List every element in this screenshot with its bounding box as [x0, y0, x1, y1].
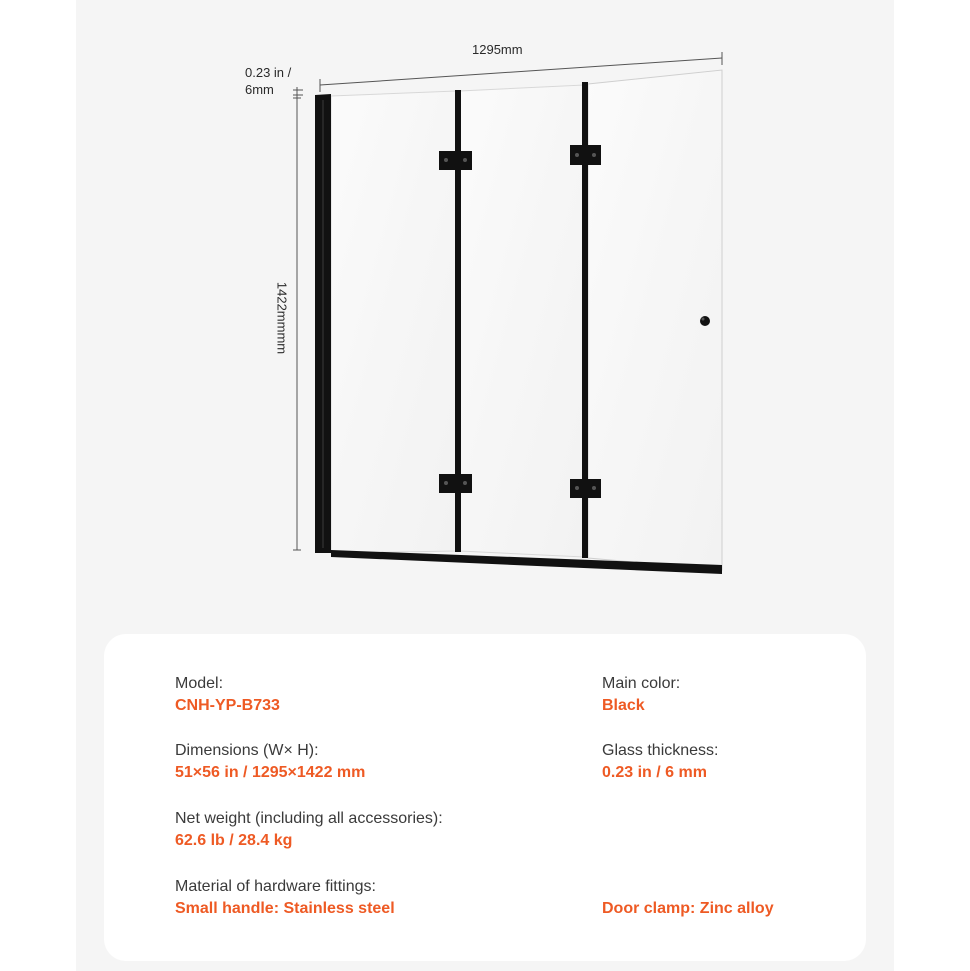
spec-door-clamp-value: Door clamp: Zinc alloy: [602, 900, 774, 917]
spec-dimensions: [175, 741, 365, 783]
hinge-top-2: [570, 145, 601, 165]
spec-glass-thickness: [602, 741, 718, 783]
thickness-dimension-label-line2: 6mm: [245, 82, 274, 97]
handle-knob: [700, 316, 710, 326]
spec-glass-thickness-value: 0.23 in / 6 mm: [602, 764, 707, 781]
thickness-dimension-label-line1: 0.23 in /: [245, 65, 292, 80]
hinge-top-1: [439, 151, 472, 170]
wall-profile: [315, 94, 331, 553]
spec-net-weight: [175, 809, 443, 851]
hinge-bottom-1: [439, 474, 472, 493]
spec-card: [104, 634, 866, 961]
height-dimension-label: 1422mmmm: [274, 281, 290, 355]
spec-glass-thickness-label: Glass thickness:: [602, 742, 719, 759]
spec-material-value: Small handle: Stainless steel: [175, 900, 395, 917]
spec-dimensions-label: Dimensions (W× H):: [175, 742, 319, 759]
spec-door-clamp: [602, 899, 774, 919]
glass-panel-1: [331, 91, 456, 553]
spec-material: [175, 877, 395, 919]
spec-net-weight-label: Net weight (including all accessories):: [175, 810, 443, 827]
spec-model: [175, 674, 280, 716]
spec-main-color: [602, 674, 680, 716]
spec-net-weight-value: 62.6 lb / 28.4 kg: [175, 832, 293, 849]
spec-model-value: CNH-YP-B733: [175, 697, 280, 714]
glass-panels: [331, 70, 722, 570]
spec-model-label: Model:: [175, 675, 224, 692]
height-dimension-line: [293, 98, 301, 550]
spec-material-label: Material of hardware fittings:: [175, 878, 376, 895]
hinge-bottom-2: [570, 479, 601, 498]
spec-main-color-label: Main color:: [602, 675, 681, 692]
spec-dimensions-value: 51×56 in / 1295×1422 mm: [175, 764, 366, 781]
thickness-marker: [293, 87, 303, 98]
spec-main-color-value: Black: [602, 697, 645, 714]
glass-panel-2: [460, 85, 584, 557]
width-dimension-label: 1295mm: [472, 42, 523, 57]
